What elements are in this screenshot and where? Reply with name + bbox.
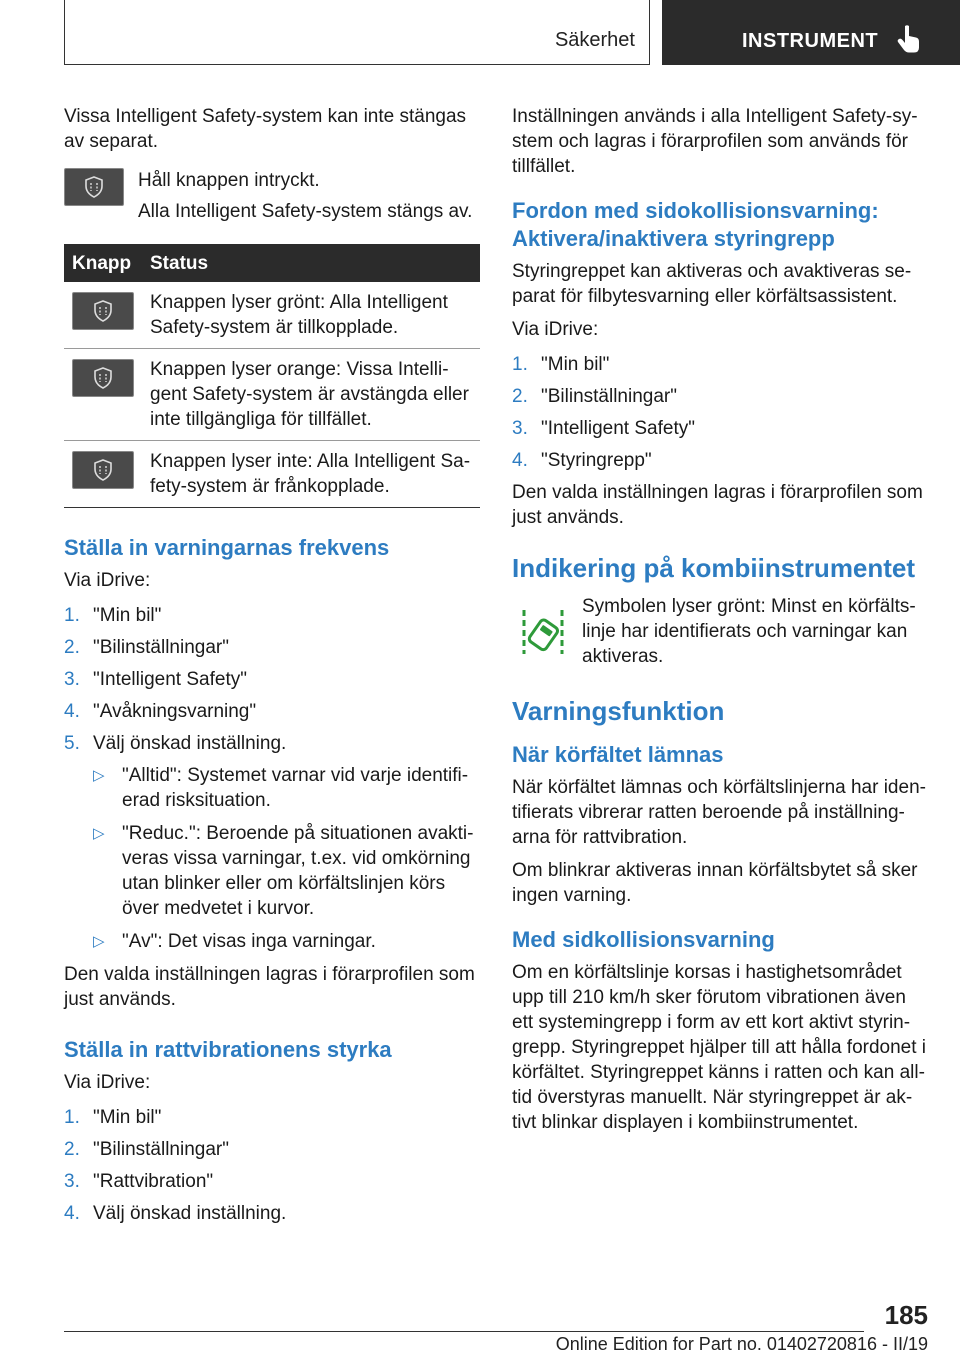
indic-text: Symbolen lyser grönt: Minst en körfälts‐linje har identifierats och varningar kan aktiveras. [582, 596, 916, 667]
triangle-right-icon: ▷ [93, 933, 105, 950]
status-text: Knappen lyser inte: Alla Intelligent Sa‐fety-system är frånkopplade. [142, 441, 480, 508]
step-text: "Bilinställningar" [541, 386, 677, 407]
intelligent-safety-button-icon [72, 292, 134, 330]
step-text: "Intelligent Safety" [541, 418, 695, 439]
list-item [64, 929, 480, 954]
footer-divider [64, 1331, 864, 1332]
status-table [64, 244, 480, 508]
hold-button-instruction [64, 168, 480, 230]
footer-edition: Online Edition for Part no. 01402720816 - II/19 [555, 1334, 928, 1354]
warn-heading: Varningsfunktion [512, 696, 725, 726]
leave-heading: När körfältet lämnas [512, 742, 724, 767]
leave-text-1: När körfältet lämnas och körfältslinjerna har iden‐tifierats vibrerar ratten beroende på inställning‐arna för rattvibration. [512, 777, 926, 848]
list-item [512, 352, 928, 377]
freq-heading: Ställa in varningarnas frekvens [64, 535, 390, 560]
step-text: "Min bil" [541, 354, 610, 375]
step-text: "Avåkningsvarning" [93, 701, 257, 722]
step-number: 1. [64, 605, 80, 626]
step-number: 1. [512, 354, 528, 375]
step-text: Välj önskad inställning. [93, 733, 287, 754]
step-number: 3. [64, 669, 80, 690]
step-text: "Rattvibration" [93, 1171, 214, 1192]
list-item [64, 1169, 480, 1194]
header-chapter-box [662, 0, 960, 65]
vib-via: Via iDrive: [64, 1072, 151, 1093]
step-number: 4. [64, 1203, 80, 1224]
vib-steps [64, 1105, 480, 1226]
list-item [64, 1137, 480, 1162]
list-item [512, 416, 928, 441]
intelligent-safety-button-icon [72, 359, 134, 397]
intelligent-safety-button-icon [64, 168, 124, 206]
option-text: "Av": Det visas inga varningar. [122, 931, 376, 952]
left-column [64, 104, 480, 1233]
intro-text: Vissa Intelligent Safety-system kan inte stängas av separat. [64, 106, 467, 152]
status-text: Knappen lyser orange: Vissa Intelli‐gent Safety-system är avstängda eller inte tillgängliga för tillfället. [142, 349, 480, 441]
table-row [64, 349, 480, 441]
hold-line-2: Alla Intelligent Safety-system stängs av. [138, 201, 473, 222]
side-via: Via iDrive: [512, 319, 599, 340]
list-item [64, 635, 480, 660]
freq-options [64, 763, 480, 954]
step-number: 5. [64, 733, 80, 754]
list-item [64, 667, 480, 692]
list-item [512, 384, 928, 409]
step-text: "Bilinställningar" [93, 1139, 229, 1160]
page-number: 185 [884, 1300, 928, 1330]
list-item [64, 1201, 480, 1226]
right-column [512, 104, 928, 1143]
triangle-right-icon: ▷ [93, 825, 105, 842]
side-collision-heading: Med sidkollisionsvarning [512, 927, 775, 952]
right-intro-text: Inställningen används i alla Intelligent Safety-sy‐stem och lagras i förarprofilen som används för tillfället. [512, 106, 918, 177]
col-header-button: Knapp [64, 244, 142, 282]
indicator-block [512, 594, 928, 669]
indic-heading: Indikering på kombiinstrumentet [512, 553, 916, 583]
step-number: 3. [64, 1171, 80, 1192]
header-chapter-title: INSTRUMENT [742, 30, 879, 52]
step-text: "Min bil" [93, 1107, 162, 1128]
list-item [64, 699, 480, 724]
option-text: "Alltid": Systemet varnar vid varje identifi‐erad risksituation. [122, 765, 469, 811]
freq-via: Via iDrive: [64, 570, 151, 591]
col-header-status: Status [142, 244, 480, 282]
step-number: 2. [64, 1139, 80, 1160]
list-item [64, 603, 480, 628]
step-text: "Styringrepp" [541, 450, 652, 471]
hand-pointer-icon [896, 24, 922, 54]
freq-steps [64, 603, 480, 756]
step-number: 1. [64, 1107, 80, 1128]
triangle-right-icon: ▷ [93, 767, 105, 784]
intelligent-safety-button-icon [72, 451, 134, 489]
step-number: 2. [64, 637, 80, 658]
step-number: 4. [64, 701, 80, 722]
header-section-box [64, 0, 650, 65]
lane-departure-icon [516, 602, 570, 662]
option-text: "Reduc.": Beroende på situationen avakti‐veras vissa varningar, t.ex. vid omkörning utan blinker eller om körfältslinjen körs över medvetet i kurvor. [122, 823, 474, 919]
step-text: "Intelligent Safety" [93, 669, 247, 690]
side-saved-text: Den valda inställningen lagras i förarprofilen som just används. [512, 482, 923, 528]
step-number: 4. [512, 450, 528, 471]
step-text: "Min bil" [93, 605, 162, 626]
list-item [64, 731, 480, 756]
list-item [64, 1105, 480, 1130]
step-text: "Bilinställningar" [93, 637, 229, 658]
side-text: Styringreppet kan aktiveras och avaktiveras se‐parat för filbytesvarning eller körfältsassistent. [512, 261, 912, 307]
step-number: 3. [512, 418, 528, 439]
list-item [64, 763, 480, 813]
freq-saved-text: Den valda inställningen lagras i förarprofilen som just används. [64, 964, 475, 1010]
table-row [64, 441, 480, 508]
step-number: 2. [512, 386, 528, 407]
header-section-title: Säkerhet [554, 29, 635, 51]
leave-text-2: Om blinkrar aktiveras innan körfältsbytet så sker ingen varning. [512, 860, 918, 906]
side-steps [512, 352, 928, 473]
list-item [64, 821, 480, 921]
hold-line-1: Håll knappen intryckt. [138, 170, 320, 191]
vib-heading: Ställa in rattvibrationens styrka [64, 1037, 392, 1062]
status-text: Knappen lyser grönt: Alla Intelligent Safety-system är tillkopplade. [142, 282, 480, 349]
table-row [64, 282, 480, 349]
step-text: Välj önskad inställning. [93, 1203, 287, 1224]
list-item [512, 448, 928, 473]
side-heading: Fordon med sidokollisionsvarning: Aktivera/inaktivera styringrepp [512, 198, 879, 251]
side-collision-text: Om en körfältslinje korsas i hastighetsområdet upp till 210 km/h sker förutom vibrationen även ett systemingrepp i form av ett kort aktivt styrin‐grepp. Styringreppet hjälper till att hålla fordonet i körfältet. Styringreppet känns i ratten och kan all‐tid överstyras manuellt. När styringreppet är ak‐tivt blinkar displayen i kombiinstrumentet. [512, 962, 927, 1133]
